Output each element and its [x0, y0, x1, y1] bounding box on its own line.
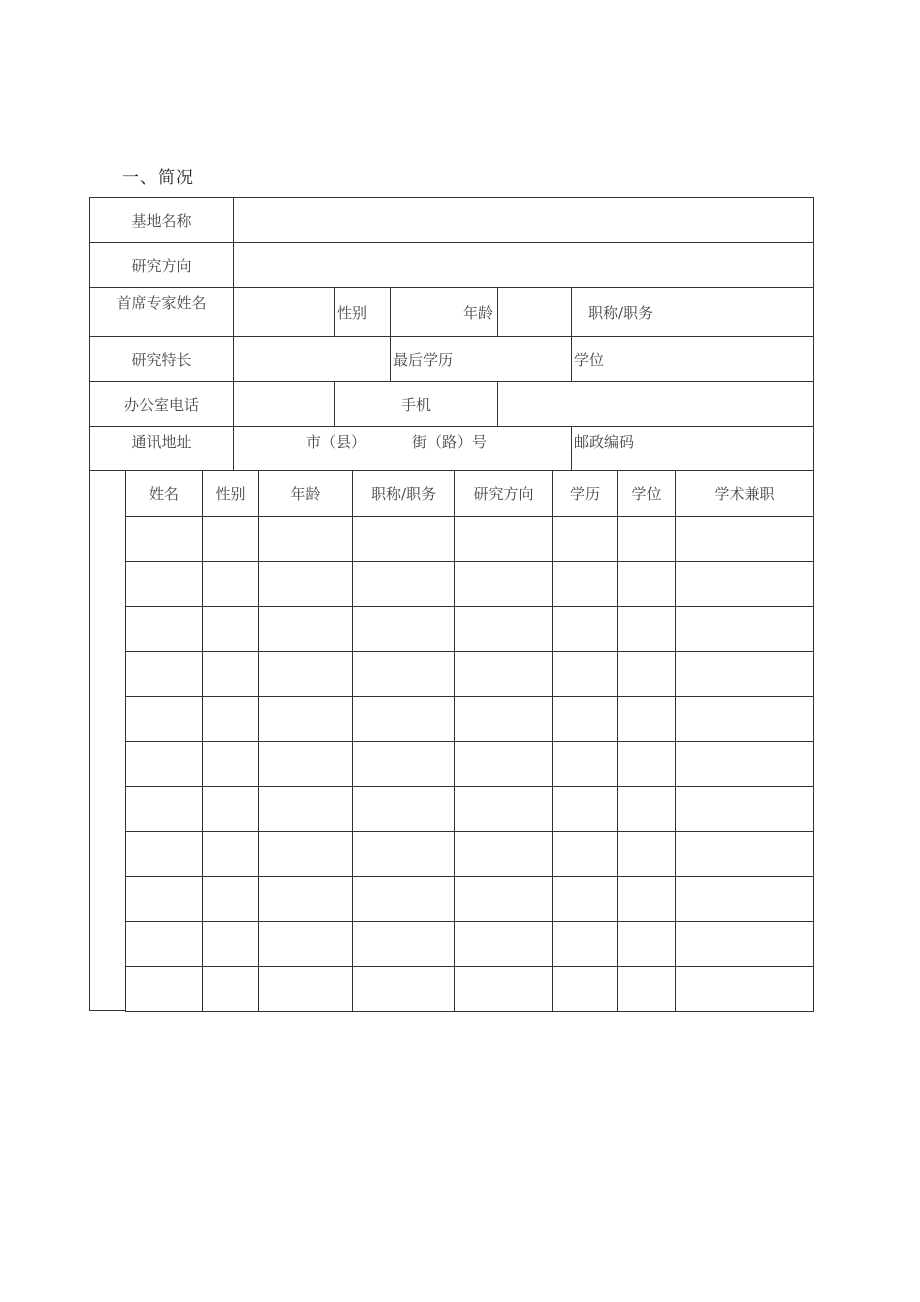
cell-age[interactable]	[258, 786, 353, 832]
cell-age[interactable]	[258, 966, 353, 1012]
cell-degree[interactable]	[617, 831, 676, 877]
address-label: 通讯地址	[89, 426, 234, 471]
cell-research-direction[interactable]	[454, 921, 553, 967]
column-header-academic-post: 学术兼职	[675, 470, 814, 517]
cell-education[interactable]	[552, 786, 618, 832]
cell-age[interactable]	[258, 876, 353, 922]
cell-name[interactable]	[125, 651, 203, 697]
cell-degree[interactable]	[617, 561, 676, 607]
cell-title-position[interactable]	[352, 741, 455, 787]
research-specialty-field[interactable]	[233, 336, 391, 382]
cell-gender[interactable]	[202, 606, 259, 652]
cell-education[interactable]	[552, 876, 618, 922]
cell-name[interactable]	[125, 966, 203, 1012]
cell-degree[interactable]	[617, 876, 676, 922]
cell-academic-post[interactable]	[675, 786, 814, 832]
cell-education[interactable]	[552, 516, 618, 562]
cell-name[interactable]	[125, 696, 203, 742]
cell-title-position[interactable]	[352, 966, 455, 1012]
cell-title-position[interactable]	[352, 831, 455, 877]
cell-education[interactable]	[552, 921, 618, 967]
cell-academic-post[interactable]	[675, 696, 814, 742]
cell-age[interactable]	[258, 831, 353, 877]
column-header-degree: 学位	[617, 470, 676, 517]
cell-research-direction[interactable]	[454, 696, 553, 742]
cell-research-direction[interactable]	[454, 561, 553, 607]
column-header-education: 学历	[552, 470, 618, 517]
cell-name[interactable]	[125, 561, 203, 607]
cell-gender[interactable]	[202, 516, 259, 562]
base-name-field[interactable]	[233, 197, 814, 243]
cell-academic-post[interactable]	[675, 561, 814, 607]
cell-name[interactable]	[125, 921, 203, 967]
cell-title-position[interactable]	[352, 786, 455, 832]
cell-degree[interactable]	[617, 966, 676, 1012]
cell-gender[interactable]	[202, 651, 259, 697]
cell-academic-post[interactable]	[675, 606, 814, 652]
address-field[interactable]	[233, 426, 572, 471]
cell-gender[interactable]	[202, 921, 259, 967]
cell-age[interactable]	[258, 651, 353, 697]
cell-degree[interactable]	[617, 921, 676, 967]
gender-label: 性别	[334, 287, 391, 337]
column-header-title-position: 职称/职务	[352, 470, 455, 517]
cell-name[interactable]	[125, 786, 203, 832]
cell-degree[interactable]	[617, 786, 676, 832]
cell-name[interactable]	[125, 606, 203, 652]
cell-research-direction[interactable]	[454, 741, 553, 787]
column-header-age: 年龄	[258, 470, 353, 517]
column-header-gender: 性别	[202, 470, 259, 517]
cell-title-position[interactable]	[352, 561, 455, 607]
cell-academic-post[interactable]	[675, 516, 814, 562]
cell-gender[interactable]	[202, 831, 259, 877]
cell-research-direction[interactable]	[454, 606, 553, 652]
cell-education[interactable]	[552, 966, 618, 1012]
cell-name[interactable]	[125, 516, 203, 562]
cell-name[interactable]	[125, 876, 203, 922]
title-position-field[interactable]: 职称/职务	[571, 287, 814, 337]
cell-education[interactable]	[552, 831, 618, 877]
cell-gender[interactable]	[202, 966, 259, 1012]
cell-research-direction[interactable]	[454, 831, 553, 877]
section-title: 一、简况	[122, 168, 194, 188]
last-education-field[interactable]: 最后学历	[390, 336, 572, 382]
cell-gender[interactable]	[202, 696, 259, 742]
cell-title-position[interactable]	[352, 651, 455, 697]
base-name-label: 基地名称	[89, 197, 234, 243]
cell-academic-post[interactable]	[675, 876, 814, 922]
office-phone-label: 办公室电话	[89, 381, 234, 427]
cell-research-direction[interactable]	[454, 966, 553, 1012]
degree-field[interactable]: 学位	[571, 336, 814, 382]
cell-research-direction[interactable]	[454, 651, 553, 697]
cell-degree[interactable]	[617, 651, 676, 697]
chief-expert-name-label: 首席专家姓名	[89, 287, 234, 337]
cell-academic-post[interactable]	[675, 921, 814, 967]
cell-title-position[interactable]	[352, 606, 455, 652]
cell-degree[interactable]	[617, 696, 676, 742]
cell-education[interactable]	[552, 651, 618, 697]
cell-education[interactable]	[552, 741, 618, 787]
cell-degree[interactable]	[617, 516, 676, 562]
cell-age[interactable]	[258, 696, 353, 742]
cell-name[interactable]	[125, 831, 203, 877]
members-merged-label-cell	[89, 470, 126, 1011]
cell-age[interactable]	[258, 516, 353, 562]
cell-gender[interactable]	[202, 561, 259, 607]
office-phone-field[interactable]	[233, 381, 335, 427]
cell-title-position[interactable]	[352, 876, 455, 922]
cell-academic-post[interactable]	[675, 741, 814, 787]
column-header-research-direction: 研究方向	[454, 470, 553, 517]
cell-age[interactable]	[258, 921, 353, 967]
mobile-label: 手机	[334, 381, 498, 427]
column-header-name: 姓名	[125, 470, 203, 517]
cell-age[interactable]	[258, 741, 353, 787]
cell-education[interactable]	[552, 561, 618, 607]
chief-expert-name-field[interactable]	[233, 287, 335, 337]
cell-academic-post[interactable]	[675, 831, 814, 877]
cell-gender[interactable]	[202, 876, 259, 922]
cell-education[interactable]	[552, 606, 618, 652]
postal-code-field[interactable]: 邮政编码	[571, 426, 814, 471]
address-street-label: 街（路）号	[412, 433, 488, 451]
age-label: 年龄	[390, 287, 498, 337]
research-specialty-label: 研究特长	[89, 336, 234, 382]
cell-title-position[interactable]	[352, 921, 455, 967]
cell-degree[interactable]	[617, 741, 676, 787]
address-city-label: 市（县）	[306, 433, 367, 451]
cell-academic-post[interactable]	[675, 966, 814, 1012]
cell-age[interactable]	[258, 561, 353, 607]
cell-research-direction[interactable]	[454, 876, 553, 922]
cell-academic-post[interactable]	[675, 651, 814, 697]
cell-gender[interactable]	[202, 786, 259, 832]
mobile-field[interactable]	[497, 381, 814, 427]
cell-age[interactable]	[258, 606, 353, 652]
cell-gender[interactable]	[202, 741, 259, 787]
cell-title-position[interactable]	[352, 516, 455, 562]
age-field[interactable]	[497, 287, 572, 337]
research-direction-label: 研究方向	[89, 242, 234, 288]
research-direction-field[interactable]	[233, 242, 814, 288]
cell-education[interactable]	[552, 696, 618, 742]
cell-name[interactable]	[125, 741, 203, 787]
cell-degree[interactable]	[617, 606, 676, 652]
cell-title-position[interactable]	[352, 696, 455, 742]
cell-research-direction[interactable]	[454, 786, 553, 832]
cell-research-direction[interactable]	[454, 516, 553, 562]
